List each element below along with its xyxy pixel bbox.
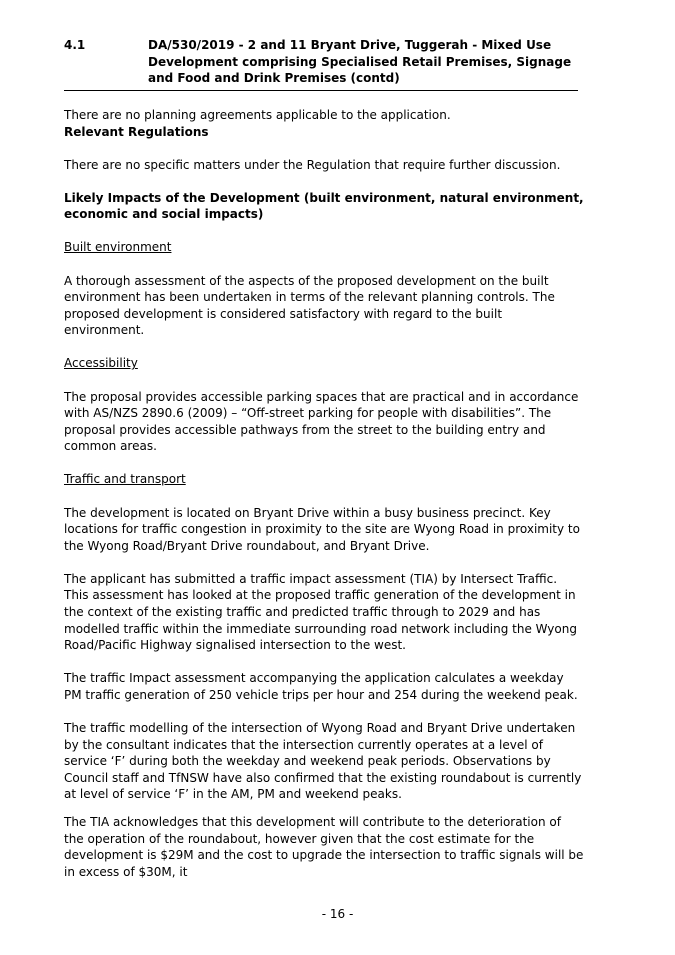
regulations-paragraph: There are no specific matters under the Regulation that require further discussion.	[64, 157, 561, 172]
accessibility-paragraph: The proposal provides accessible parking spaces that are practical and in accordance with AS/NZS 2890.6 (2009) – “Off-street parking for people with disabilities”. The proposal provides accessible pathways from the street to the building entry and common areas.	[64, 389, 579, 454]
traffic-subheading: Traffic and transport	[64, 472, 186, 487]
traffic-paragraph-1: The development is located on Bryant Drive within a busy business precinct. Key locations for traffic congestion in proximity to the site are Wyong Road in proximity to the Wyong Road/Bryant Drive roundabout, and Bryant Drive.	[64, 505, 580, 553]
traffic-paragraph-3: The traffic Impact assessment accompanying the application calculates a weekday PM traffic generation of 250 vehicle trips per hour and 254 during the weekend peak.	[64, 671, 578, 702]
planning-agreements-paragraph: There are no planning agreements applicable to the application.	[64, 108, 451, 122]
agenda-item-header	[64, 37, 578, 91]
relevant-regulations-heading: Relevant Regulations	[64, 124, 209, 139]
item-number: 4.1	[64, 38, 86, 52]
built-environment-subheading: Built environment	[64, 240, 172, 255]
accessibility-subheading: Accessibility	[64, 356, 138, 371]
page-number: - 16 -	[321, 907, 354, 921]
built-environment-paragraph: A thorough assessment of the aspects of the proposed development on the built environment has been undertaken in terms of the relevant planning controls. The proposed development is considered satisfactory with regard to the built environment.	[64, 273, 555, 338]
likely-impacts-heading: Likely Impacts of the Development (built environment, natural environment, economic and social impacts)	[64, 190, 584, 222]
document-body	[64, 107, 584, 880]
traffic-paragraph-5: The TIA acknowledges that this development will contribute to the deterioration of the operation of the roundabout, however given that the cost estimate for the development is $29M and the cost to upgrade the intersection to traffic signals will be in excess of $30M, it	[64, 814, 584, 879]
item-title: DA/530/2019 - 2 and 11 Bryant Drive, Tuggerah - Mixed Use Development comprising Specialised Retail Premises, Signage and Food and Drink Premises (contd)	[148, 38, 572, 86]
traffic-paragraph-4: The traffic modelling of the intersection of Wyong Road and Bryant Drive undertaken by the consultant indicates that the intersection currently operates at a level of service ‘F’ during both the weekday and weekend peak periods. Observations by Council staff and TfNSW have also confirmed that the existing roundabout is currently at level of service ‘F’ in the AM, PM and weekend peaks.	[64, 720, 582, 802]
traffic-paragraph-2: The applicant has submitted a traffic impact assessment (TIA) by Intersect Traffic. This assessment has looked at the proposed traffic generation of the development in the context of the existing traffic and predicted traffic through to 2029 and has modelled traffic within the immediate surrounding road network including the Wyong Road/Pacific Highway signalised intersection to the west.	[64, 571, 577, 653]
